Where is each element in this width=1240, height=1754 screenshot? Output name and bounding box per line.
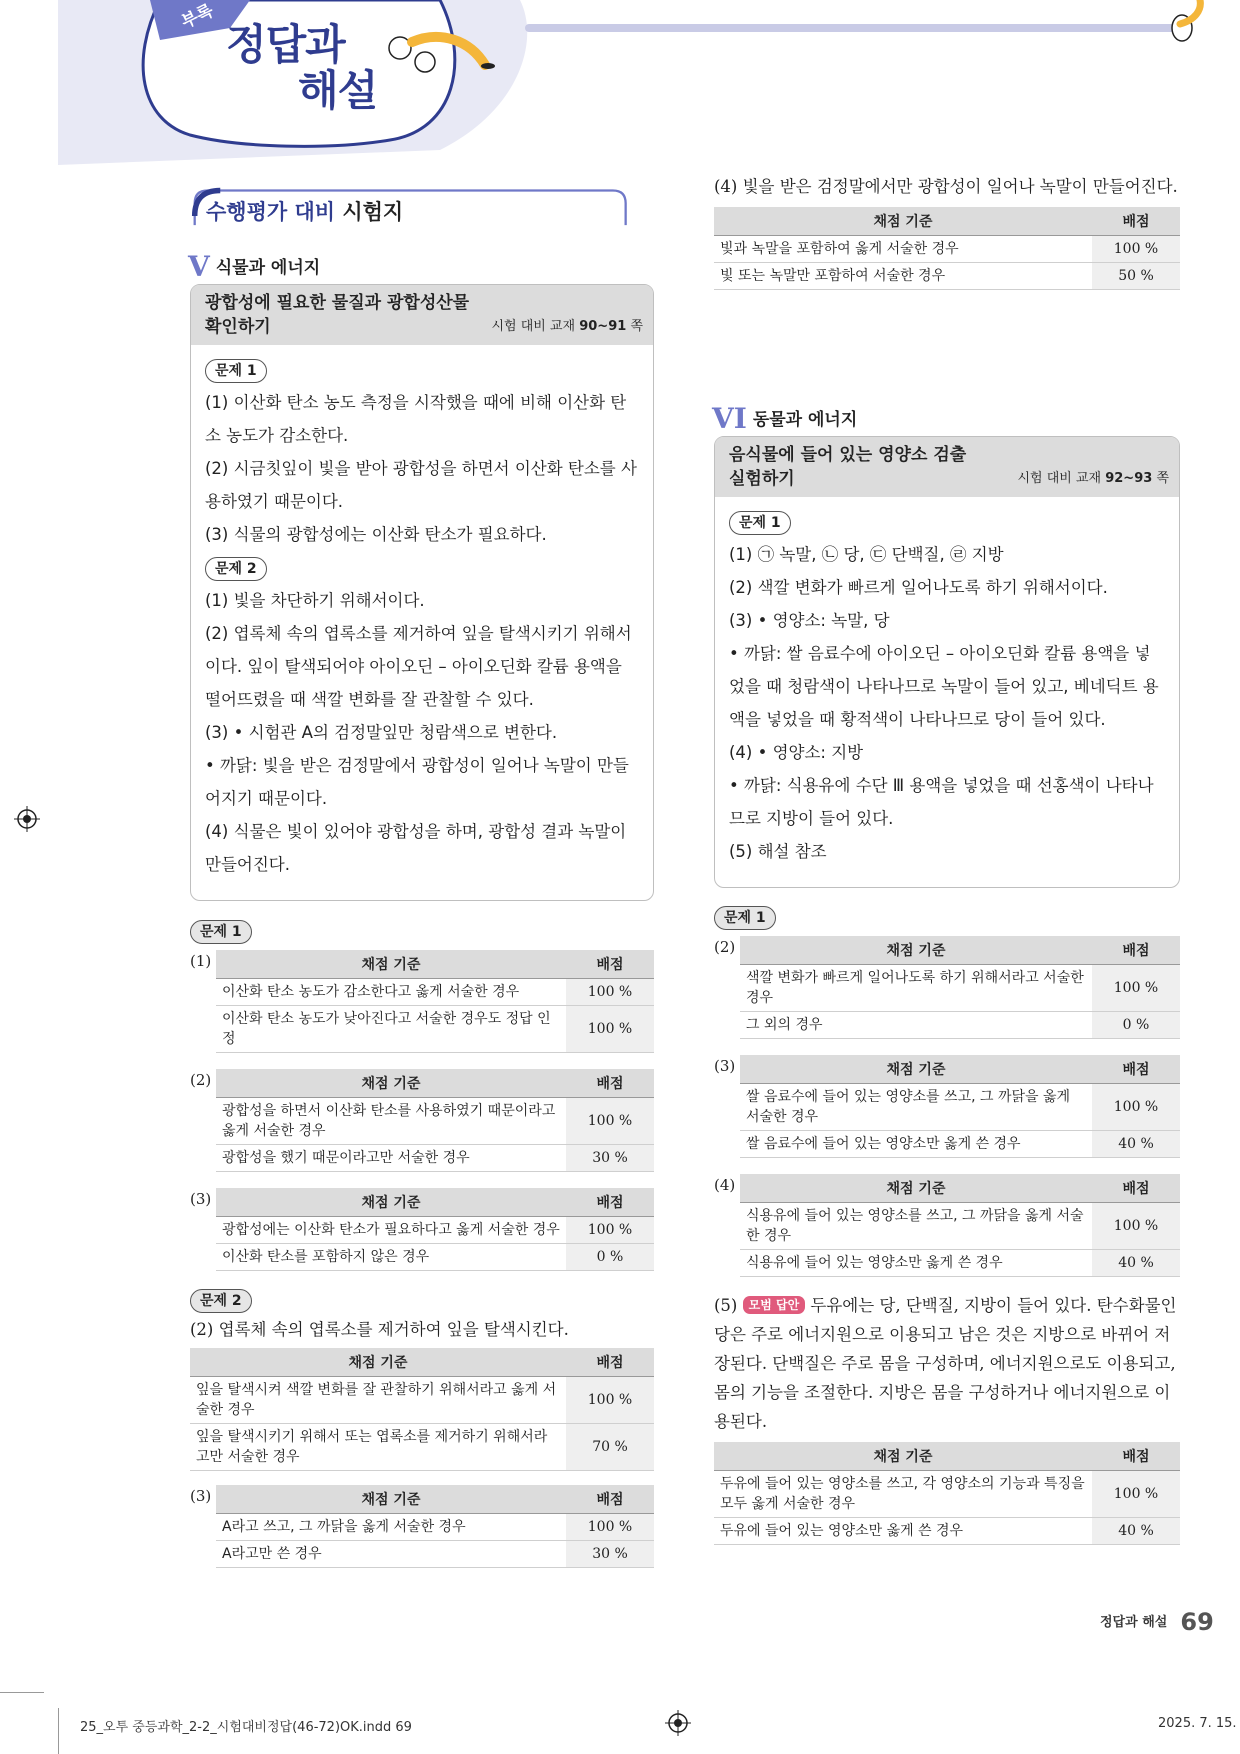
col-criteria: 채점 기준 [714, 207, 1092, 236]
section-title [206, 196, 403, 226]
answer-text: (4) 빛을 받은 검정말에서만 광합성이 일어나 녹말이 만들어진다. [714, 177, 1178, 196]
criteria-cell: 쌀 음료수에 들어 있는 영양소만 옳게 쓴 경우 [740, 1131, 1092, 1158]
scoring-table-wrap [714, 1174, 1180, 1277]
answer-line: (3) 식물의 광합성에는 이산화 탄소가 필요하다. [205, 525, 547, 544]
scoring-table-wrap [190, 950, 654, 1053]
model-answer-text: 두유에는 당, 단백질, 지방이 들어 있다. 탄수화물인 당은 주로 에너지원으로 이용되고 남은 것은 지방으로 바뀌어 저장된다. 단백질은 주로 몸을 구성하며, 에너지원으로도 이용되고, 몸의 기능을 조절한다. 지방은 몸을 구성하거나 에너지원으로 이용된다. [714, 1296, 1177, 1431]
crop-mark [58, 1708, 59, 1754]
col-criteria: 채점 기준 [216, 1069, 566, 1098]
col-criteria: 채점 기준 [740, 1174, 1092, 1203]
scoring-table [740, 936, 1180, 1039]
unit-numeral: V [188, 250, 210, 283]
scoring-table [190, 1348, 654, 1471]
answer-line: (2) 엽록체 속의 엽록소를 제거하여 잎을 탈색시키기 위해서이다. 잎이 탈색되어야 아이오딘 – 아이오딘화 칼륨 용액을 떨어뜨렸을 때 색깔 변화를 잘 관찰할 수 있다. [205, 624, 632, 709]
subquestion-label: (3) [190, 1190, 212, 1208]
print-date: 2025. 7. 15. [1158, 1716, 1237, 1731]
textbook-reference: 시험 대비 교재 90~91 쪽 [491, 319, 643, 334]
score-cell: 100 % [1092, 236, 1180, 263]
col-score: 배점 [1092, 1055, 1180, 1084]
score-cell: 100 % [566, 1217, 654, 1244]
box-body [715, 497, 1179, 880]
crop-mark [0, 1692, 44, 1693]
score-cell: 70 % [566, 1424, 654, 1471]
col-score: 배점 [566, 950, 654, 979]
answer-line: (4) • 영양소: 지방 [729, 743, 864, 762]
criteria-cell: 두유에 들어 있는 영양소를 쓰고, 각 영양소의 기능과 특징을 모두 옳게 서술한 경우 [714, 1471, 1092, 1518]
col-score: 배점 [1092, 1442, 1180, 1471]
answer-line: (1) 이산화 탄소 농도 측정을 시작했을 때에 비해 이산화 탄소 농도가 감소한다. [205, 393, 627, 445]
question-label: 문제 1 [714, 906, 776, 930]
subquestion-label: (4) [714, 1176, 736, 1194]
registration-mark-icon [665, 1710, 691, 1736]
answer-line: (2) 시금칫잎이 빛을 받아 광합성을 하면서 이산화 탄소를 사용하였기 때문이다. [205, 459, 637, 511]
table-row [740, 1131, 1180, 1158]
question-label: 문제 1 [729, 511, 791, 535]
criteria-cell: 잎을 탈색시키기 위해서 또는 엽록소를 제거하기 위해서라고만 서술한 경우 [190, 1424, 566, 1471]
score-cell: 100 % [1092, 1203, 1180, 1250]
criteria-cell: 두유에 들어 있는 영양소만 옳게 쓴 경우 [714, 1518, 1092, 1545]
col-score: 배점 [566, 1188, 654, 1217]
score-cell: 100 % [566, 979, 654, 1006]
scoring-table-wrap [714, 936, 1180, 1039]
top-rule [525, 24, 1185, 32]
answer-box-2 [714, 436, 1180, 888]
scoring-table-wrap [190, 1188, 654, 1271]
criteria-cell: 잎을 탈색시켜 색깔 변화를 잘 관찰하기 위해서라고 옳게 서술한 경우 [190, 1377, 566, 1424]
right-scoring-section [714, 902, 1180, 1545]
box-title-line1: 광합성에 필요한 물질과 광합성산물 [205, 293, 470, 313]
table-row [216, 979, 654, 1006]
answer-line: (2) 색깔 변화가 빠르게 일어나도록 하기 위해서이다. [729, 578, 1108, 597]
answer-line: • 까닭: 빛을 받은 검정말에서 광합성이 일어나 녹말이 만들어지기 때문이다. [205, 756, 629, 808]
answer-line: (3) • 영양소: 녹말, 당 [729, 611, 890, 630]
col-score: 배점 [566, 1485, 654, 1514]
scoring-table [216, 950, 654, 1053]
page-number: 69 [1180, 1608, 1214, 1636]
col-score: 배점 [1092, 1174, 1180, 1203]
score-cell: 40 % [1092, 1250, 1180, 1277]
subquestion-label: (3) [714, 1057, 736, 1075]
box-heading [715, 437, 1179, 497]
footer-section: 정답과 해설 [1100, 1615, 1168, 1630]
table-row [190, 1377, 654, 1424]
appendix-tag: 부록 [178, 0, 217, 33]
answer-line: (3) • 시험관 A의 검정말잎만 청람색으로 변한다. [205, 723, 558, 742]
score-cell: 30 % [566, 1145, 654, 1172]
section-title-accent: 수행평가 대비 [206, 200, 336, 224]
table-row [216, 1098, 654, 1145]
table-row [740, 1250, 1180, 1277]
question-label: 문제 2 [205, 557, 267, 581]
score-cell: 100 % [566, 1006, 654, 1053]
criteria-cell: 이산화 탄소 농도가 낮아진다고 서술한 경우도 정답 인정 [216, 1006, 566, 1053]
score-cell: 100 % [566, 1514, 654, 1541]
criteria-cell: 이산화 탄소를 포함하지 않은 경우 [216, 1244, 566, 1271]
box-body [191, 345, 653, 893]
unit-title: 식물과 에너지 [215, 258, 321, 278]
criteria-cell: 광합성에는 이산화 탄소가 필요하다고 옳게 서술한 경우 [216, 1217, 566, 1244]
table-row [714, 236, 1180, 263]
question-label: 문제 1 [205, 359, 267, 383]
col-criteria: 채점 기준 [190, 1348, 566, 1377]
answer-line: (5) 해설 참조 [729, 842, 827, 861]
criteria-cell: 쌀 음료수에 들어 있는 영양소를 쓰고, 그 까닭을 옳게 서술한 경우 [740, 1084, 1092, 1131]
table-row [714, 1518, 1180, 1545]
scoring-table [714, 207, 1180, 290]
title-line-2: 해설 [298, 66, 378, 115]
scoring-table-wrap [190, 1485, 654, 1568]
scoring-table [740, 1174, 1180, 1277]
scoring-table [740, 1055, 1180, 1158]
score-cell: 30 % [566, 1541, 654, 1568]
box-title-line1: 음식물에 들어 있는 영양소 검출 [729, 445, 967, 465]
answer-line: (4) 식물은 빛이 있어야 광합성을 하며, 광합성 결과 녹말이 만들어진다. [205, 822, 627, 874]
criteria-cell: 이산화 탄소 농도가 감소한다고 옳게 서술한 경우 [216, 979, 566, 1006]
unit-title: 동물과 에너지 [752, 410, 858, 430]
table-row [714, 1471, 1180, 1518]
criteria-cell: A라고만 쓴 경우 [216, 1541, 566, 1568]
score-cell: 50 % [1092, 263, 1180, 290]
score-cell: 0 % [566, 1244, 654, 1271]
unit-heading-5 [188, 250, 320, 283]
box-heading [191, 285, 653, 345]
col-score: 배점 [566, 1348, 654, 1377]
col-criteria: 채점 기준 [740, 936, 1092, 965]
unit-heading-6 [712, 402, 857, 435]
criteria-cell: 빛과 녹말을 포함하여 옳게 서술한 경우 [714, 236, 1092, 263]
table-row [216, 1217, 654, 1244]
criteria-cell: 빛 또는 녹말만 포함하여 서술한 경우 [714, 263, 1092, 290]
subquestion-label: (5) [714, 1296, 738, 1315]
model-answer [714, 1291, 1180, 1436]
table-row [216, 1244, 654, 1271]
table-row [216, 1541, 654, 1568]
answer-line: (1) 빛을 차단하기 위해서이다. [205, 591, 425, 610]
col-score: 배점 [566, 1069, 654, 1098]
page-title [226, 22, 377, 114]
unit-numeral: VI [712, 402, 747, 435]
question-label: 문제 2 [190, 1289, 252, 1313]
table-row [216, 1006, 654, 1053]
scoring-table-wrap [714, 1055, 1180, 1158]
scoring-table [216, 1188, 654, 1271]
model-answer-badge: 모범 답안 [743, 1296, 806, 1314]
answer-text: (2) 엽록체 속의 엽록소를 제거하여 잎을 탈색시킨다. [190, 1320, 569, 1339]
left-scoring-section [190, 916, 654, 1568]
answer-line: • 까닭: 식용유에 수단 Ⅲ 용액을 넣었을 때 선홍색이 나타나므로 지방이 들어 있다. [729, 776, 1154, 828]
scoring-table-wrap [190, 1069, 654, 1172]
box-title-line2: 확인하기 [205, 317, 271, 337]
question-label: 문제 1 [190, 920, 252, 944]
table-row [714, 263, 1180, 290]
table-row [740, 965, 1180, 1012]
score-cell: 40 % [1092, 1518, 1180, 1545]
col-criteria: 채점 기준 [740, 1055, 1092, 1084]
col-score: 배점 [1092, 936, 1180, 965]
score-cell: 100 % [566, 1377, 654, 1424]
page-footer [1100, 1608, 1214, 1636]
textbook-reference: 시험 대비 교재 92~93 쪽 [1017, 471, 1169, 486]
corner-ornament-icon [1160, 0, 1210, 48]
scoring-table [216, 1485, 654, 1568]
score-cell: 40 % [1092, 1131, 1180, 1158]
answer-line: (1) ㉠ 녹말, ㉡ 당, ㉢ 단백질, ㉣ 지방 [729, 545, 1004, 564]
title-line-1: 정답과 [226, 20, 345, 69]
criteria-cell: A라고 쓰고, 그 까닭을 옳게 서술한 경우 [216, 1514, 566, 1541]
subquestion-label: (3) [190, 1487, 212, 1505]
score-cell: 100 % [1092, 1084, 1180, 1131]
col-criteria: 채점 기준 [714, 1442, 1092, 1471]
criteria-cell: 광합성을 했기 때문이라고만 서술한 경우 [216, 1145, 566, 1172]
right-top-block [714, 172, 1180, 290]
score-cell: 100 % [566, 1098, 654, 1145]
print-file-name: 25_오투 중등과학_2-2_시험대비정답(46-72)OK.indd 69 [80, 1720, 412, 1735]
question-2-block [190, 1285, 654, 1471]
table-row [216, 1514, 654, 1541]
col-criteria: 채점 기준 [216, 1188, 566, 1217]
subquestion-label: (1) [190, 952, 212, 970]
scoring-table [216, 1069, 654, 1172]
table-row [740, 1012, 1180, 1039]
col-score: 배점 [1092, 207, 1180, 236]
criteria-cell: 그 외의 경우 [740, 1012, 1092, 1039]
table-row [190, 1424, 654, 1471]
scoring-table [714, 1442, 1180, 1545]
section-title-rest: 시험지 [335, 200, 404, 224]
subquestion-label: (2) [714, 938, 736, 956]
criteria-cell: 식용유에 들어 있는 영양소를 쓰고, 그 까닭을 옳게 서술한 경우 [740, 1203, 1092, 1250]
col-criteria: 채점 기준 [216, 950, 566, 979]
subquestion-label: (2) [190, 1071, 212, 1089]
registration-mark-icon [14, 806, 40, 832]
score-cell: 0 % [1092, 1012, 1180, 1039]
col-criteria: 채점 기준 [216, 1485, 566, 1514]
score-cell: 100 % [1092, 1471, 1180, 1518]
score-cell: 100 % [1092, 965, 1180, 1012]
table-row [740, 1084, 1180, 1131]
box-title-line2: 실험하기 [729, 469, 795, 489]
answer-line: • 까닭: 쌀 음료수에 아이오딘 – 아이오딘화 칼륨 용액을 넣었을 때 청람색이 나타나므로 녹말이 들어 있고, 베네딕트 용액을 넣었을 때 황적색이 나타나므로 당이 들어 있다. [729, 644, 1159, 729]
table-row [216, 1145, 654, 1172]
table-row [740, 1203, 1180, 1250]
criteria-cell: 색깔 변화가 빠르게 일어나도록 하기 위해서라고 서술한 경우 [740, 965, 1092, 1012]
criteria-cell: 광합성을 하면서 이산화 탄소를 사용하였기 때문이라고 옳게 서술한 경우 [216, 1098, 566, 1145]
criteria-cell: 식용유에 들어 있는 영양소만 옳게 쓴 경우 [740, 1250, 1092, 1277]
answer-box-1 [190, 284, 654, 901]
